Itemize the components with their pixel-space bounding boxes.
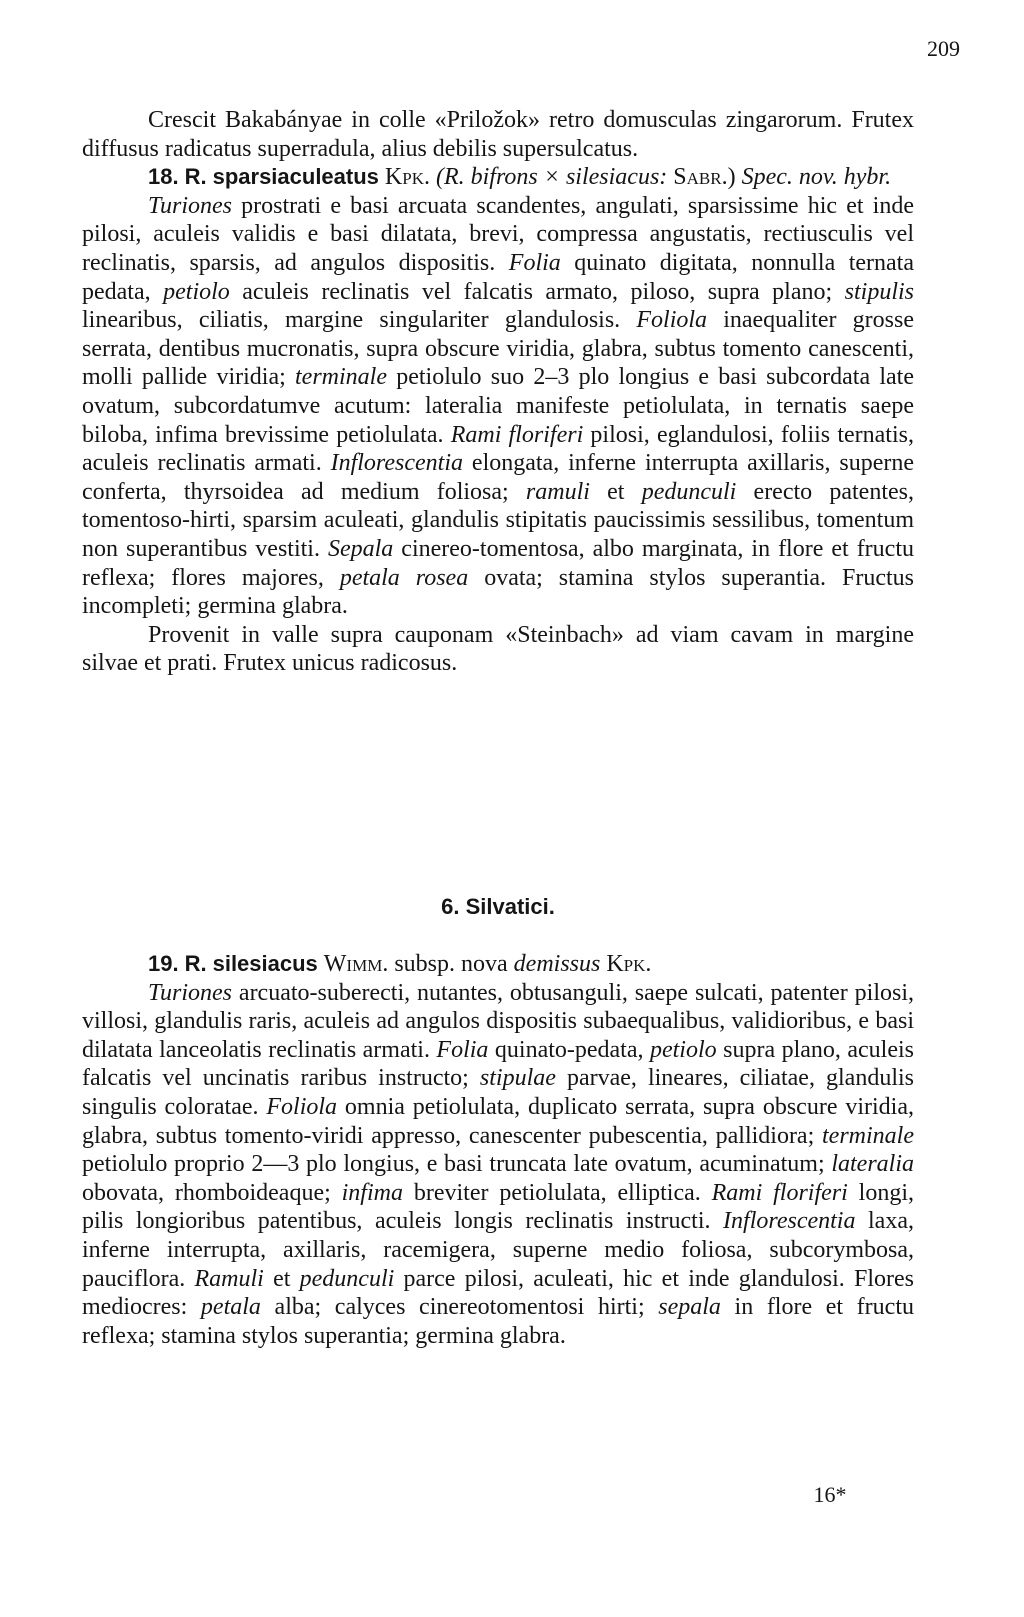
entry-genus: R. — [184, 164, 207, 190]
text: arcuato-suberecti, nutantes, obtusanguli, saepe sulcati, patenter pilosi, villosi, glandulis raris, aculeis ad angulos dispositis subaequalibus, validioribus, e basi dilatata lanceolatis reclinatis armati. — [82, 979, 914, 1063]
term: sepala — [658, 1294, 721, 1321]
text: alba; calyces cinereotomentosi hirti; — [260, 1294, 659, 1321]
entry-genus: R. — [184, 951, 207, 976]
entry-subspecies: demissus — [513, 951, 601, 977]
entry-author: Wimm. — [323, 951, 389, 977]
term: Folia — [508, 249, 561, 276]
term: stipulae — [479, 1065, 556, 1092]
text: supra plano, aculeis falcatis vel uncinatis raribus instructo; — [82, 1036, 915, 1092]
text: petiolulo proprio 2—3 plo longius, e basi truncata late ovatum, acuminatum; — [82, 1151, 832, 1178]
page-number: 209 — [927, 36, 960, 61]
entry-heading-19 — [82, 950, 914, 979]
term: lateralia — [831, 1151, 914, 1178]
synonym-close: ) — [727, 164, 736, 191]
term: terminale — [295, 364, 387, 391]
text: petiolulo suo 2–3 plo longius e basi subcordata late ovatum, subcordatumve acutum: lateralia manifeste petiolulata, in ternatis saepe biloba, infima brevissime petiolulata. — [82, 364, 914, 448]
entry-number: 19. — [148, 951, 179, 976]
term: Rami floriferi — [711, 1179, 848, 1206]
text: prostrati e basi arcuata scandentes, angulati, sparsissime hic et inde pilosi, aculeis validis e basi dilatata, brevi, compressa angustatis, rectiusculis vel reclinatis, sparsis, ad angulos dispositis. — [82, 192, 914, 276]
text: ovata; stamina stylos superantia. Fructus incompleti; germina glabra. — [82, 564, 914, 620]
entry-author: Kpk. — [384, 164, 430, 191]
signature-mark: 16* — [813, 1482, 847, 1507]
text: pilosi, eglandulosi, foliis ternatis, aculeis reclinatis armati. — [82, 421, 914, 477]
text: aculeis reclinatis vel falcatis armato, piloso, supra plano; — [229, 278, 845, 305]
term: infima — [341, 1179, 403, 1206]
term: terminale — [822, 1122, 914, 1149]
entry-synonym: (R. bifrons × silesiacus: — [435, 164, 668, 191]
text-block-18 — [82, 106, 914, 678]
synonym-author: Sabr. — [673, 164, 728, 191]
term: Turiones — [148, 192, 233, 219]
term: pedunculi — [641, 478, 737, 505]
text-block-19 — [82, 950, 914, 1350]
entry-name: sparsiaculeatus — [212, 164, 379, 190]
term: Rami floriferi — [450, 421, 584, 448]
text: quinato-pedata, — [488, 1036, 650, 1063]
text: obovata, rhomboideaque; — [82, 1179, 342, 1206]
text: longi, pilis longioribus patentibus, aculeis longis reclinatis instructi. — [82, 1179, 914, 1235]
term: Folia — [436, 1036, 489, 1063]
term: ramuli — [525, 478, 590, 505]
term: Ramuli — [194, 1265, 264, 1292]
entry-number: 18. — [148, 164, 179, 190]
term: petiolo — [163, 278, 230, 305]
text: et — [589, 478, 642, 505]
term: petiolo — [649, 1036, 717, 1063]
term: Foliola — [636, 307, 708, 334]
term: petala — [200, 1294, 261, 1321]
text: linearibus, ciliatis, margine singulariter glandulosis. — [82, 307, 637, 334]
term: Inflorescentia — [723, 1208, 856, 1235]
term: pedunculi — [299, 1265, 395, 1292]
term: Inflorescentia — [330, 450, 464, 477]
term: Turiones — [148, 979, 233, 1006]
term: Foliola — [266, 1093, 338, 1120]
text: breviter petiolulata, elliptica. — [402, 1179, 712, 1206]
term: Sepala — [327, 535, 394, 562]
entry-heading-18 — [82, 163, 914, 192]
text: parvae, lineares, ciliatae, glandulis singulis coloratae. — [82, 1065, 914, 1120]
text: cinereo-tomentosa, albo marginata, in flore et fructu reflexa; flores majores, — [82, 535, 914, 591]
text: et — [263, 1265, 300, 1292]
paragraph-crescit: Crescit Bakabányae in colle «Priložok» retro domusculas zingarorum. Frutex diffusus radicatus superradula, alius debilis supersulcatus. — [82, 107, 914, 162]
paragraph-provenit: Provenit in valle supra cauponam «Steinbach» ad viam cavam in margine silvae et prati. Frutex unicus radicosus. — [82, 621, 914, 677]
entry-rank: subsp. nova — [388, 951, 514, 977]
subspecies-author: Kpk. — [606, 951, 652, 977]
entry-status: Spec. nov. hybr. — [741, 164, 892, 191]
text: parce pilosi, aculeati, hic et inde glandulosi. Flores mediocres: — [82, 1265, 914, 1321]
text: quinato digitata, nonnulla ternata pedata, — [82, 249, 914, 305]
term: petala rosea — [339, 564, 469, 591]
description-18 — [82, 192, 914, 621]
text: erecto patentes, tomentoso-hirti, sparsim aculeati, glandulis stipitatis paucissimis sessilibus, tomentum non superantibus vestiti. — [82, 478, 914, 562]
term: stipulis — [844, 278, 915, 305]
text: laxa, inferne interrupta, axillaris, racemigera, superne medio foliosa, subcorymbosa, pauciflora. — [82, 1208, 914, 1292]
text: in flore et fructu reflexa; stamina stylos superantia; germina glabra. — [82, 1294, 914, 1349]
text: elongata, inferne interrupta axillaris, superne conferta, thyrsoidea ad medium foliosa; — [82, 450, 914, 505]
text: omnia petiolulata, duplicato serrata, supra obscure viridia, glabra, subtus tomento-viridi appresso, canescenter pubescentia, pallidiora; — [82, 1093, 914, 1149]
entry-name: silesiacus — [212, 951, 318, 976]
description-19 — [82, 979, 914, 1351]
section-heading: 6. Silvatici. — [441, 894, 555, 919]
text: inaequaliter grosse serrata, dentibus mucronatis, supra obscure viridia, glabra, subtus tomento canescenti, molli pallide viridia; — [82, 307, 914, 391]
